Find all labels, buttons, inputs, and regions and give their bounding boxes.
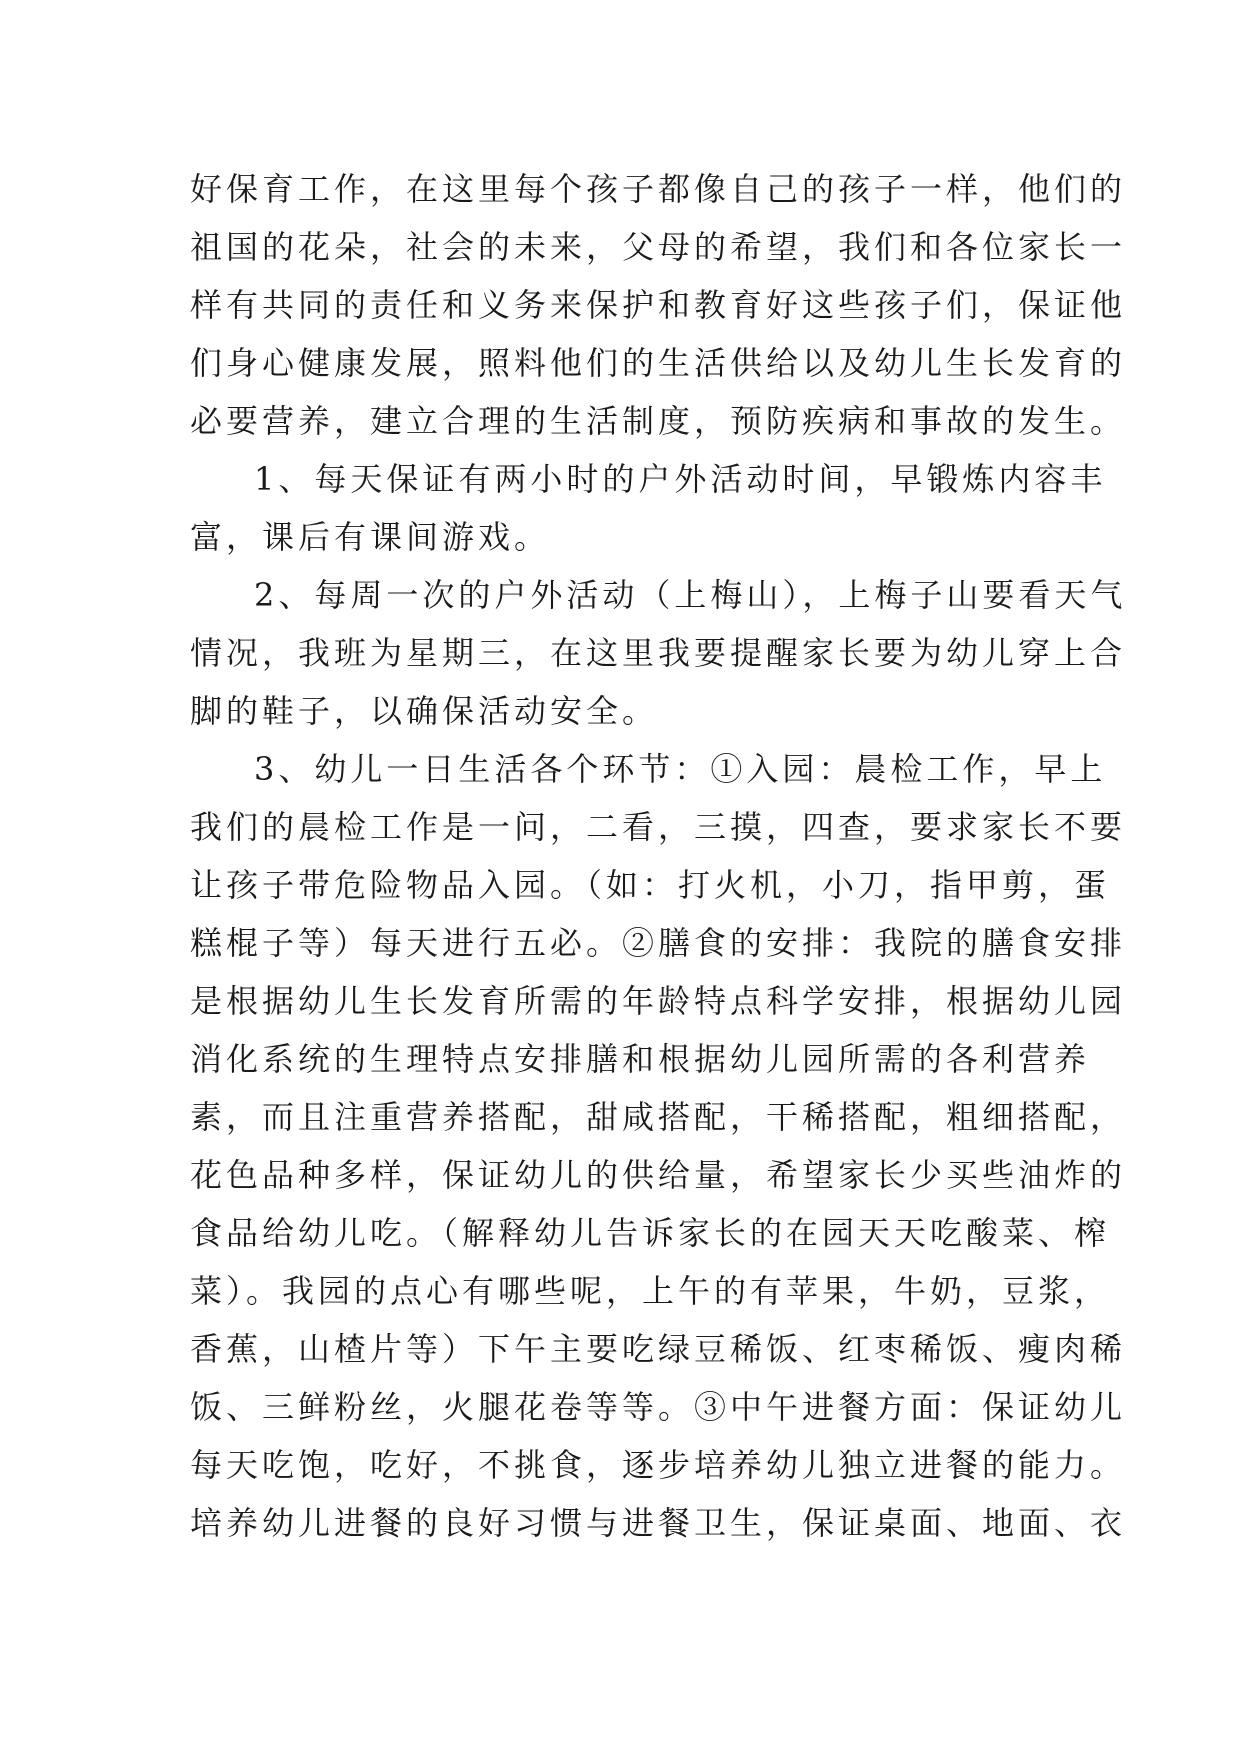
text-line: 是根据幼儿生长发育所需的年龄特点科学安排，根据幼儿园 xyxy=(190,982,1127,1020)
paragraph-3-line: 3、幼儿一日生活各个环节：①入园：晨检工作，早上 xyxy=(254,750,1107,788)
text-line: 富，课后有课间游戏。 xyxy=(190,518,551,556)
text-line: 们身心健康发展，照料他们的生活供给以及幼儿生长发育的 xyxy=(190,344,1127,382)
text-line: 食品给幼儿吃。（解释幼儿告诉家长的在园天天吃酸菜、榨 xyxy=(190,1214,1111,1252)
text-line: 菜）。我园的点心有哪些呢，上午的有苹果，牛奶，豆浆， xyxy=(190,1272,1111,1310)
text-line: 糕棍子等）每天进行五必。②膳食的安排：我院的膳食安排 xyxy=(190,924,1127,962)
text-line: 样有共同的责任和义务来保护和教育好这些孩子们，保证他 xyxy=(190,286,1127,324)
text-line: 让孩子带危险物品入园。（如：打火机，小刀，指甲剪，蛋 xyxy=(190,866,1111,904)
text-line: 情况，我班为星期三，在这里我要提醒家长要为幼儿穿上合 xyxy=(190,634,1127,672)
text-line: 我们的晨检工作是一问，二看，三摸，四查，要求家长不要 xyxy=(190,808,1127,846)
text-line: 消化系统的生理特点安排膳和根据幼儿园所需的各利营养 xyxy=(190,1040,1091,1078)
text-line: 素，而且注重营养搭配，甜咸搭配，干稀搭配，粗细搭配， xyxy=(190,1098,1127,1136)
text-line: 每天吃饱，吃好，不挑食，逐步培养幼儿独立进餐的能力。 xyxy=(190,1446,1127,1484)
paragraph-1-line: 1、每天保证有两小时的户外活动时间，早锻炼内容丰 xyxy=(254,460,1107,498)
text-line: 香蕉，山楂片等）下午主要吃绿豆稀饭、红枣稀饭、瘦肉稀 xyxy=(190,1330,1127,1368)
text-line: 培养幼儿进餐的良好习惯与进餐卫生，保证桌面、地面、衣 xyxy=(190,1504,1127,1542)
paragraph-2-line: 2、每周一次的户外活动（上梅山），上梅子山要看天气 xyxy=(254,576,1127,614)
text-line: 必要营养，建立合理的生活制度，预防疾病和事故的发生。 xyxy=(190,402,1127,440)
text-line: 好保育工作，在这里每个孩子都像自己的孩子一样，他们的 xyxy=(190,170,1127,208)
text-line: 饭、三鲜粉丝，火腿花卷等等。③中午进餐方面：保证幼儿 xyxy=(190,1388,1127,1426)
text-line: 祖国的花朵，社会的未来，父母的希望，我们和各位家长一 xyxy=(190,228,1127,266)
text-line: 花色品种多样，保证幼儿的供给量，希望家长少买些油炸的 xyxy=(190,1156,1127,1194)
text-line: 脚的鞋子，以确保活动安全。 xyxy=(190,692,659,730)
body-text xyxy=(190,160,1127,1552)
